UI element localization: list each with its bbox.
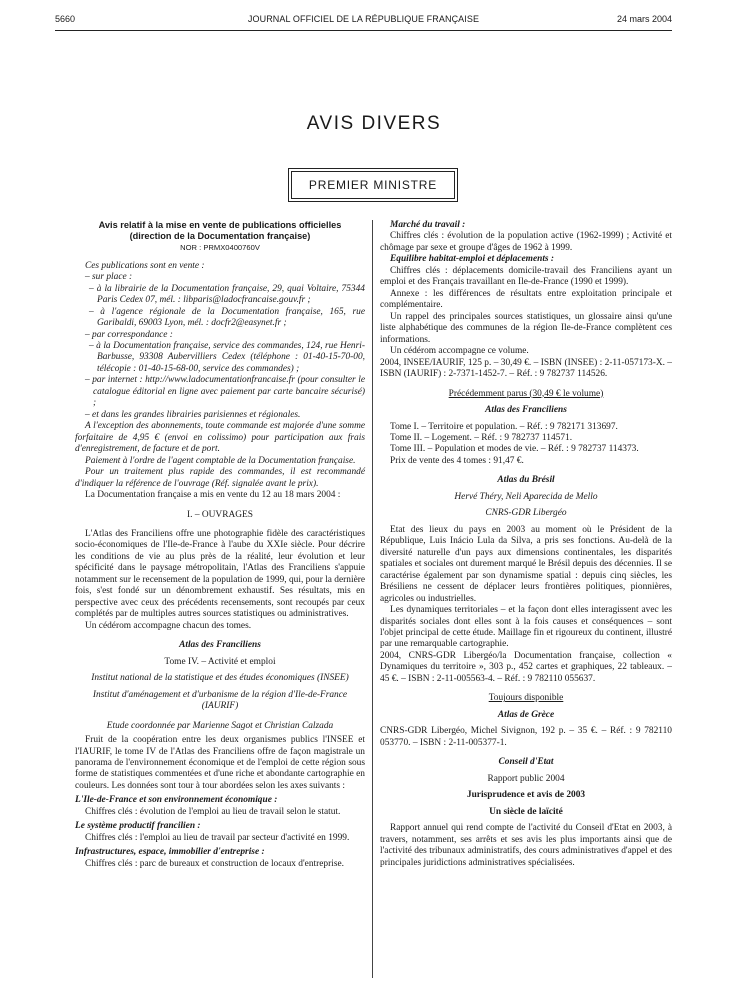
on-site-item-paris: – à la librairie de la Documentation française, 29, quai Voltaire, 75344 Paris Cedex 07, mél. : libparis@ladocfrancaise.gouv.fr ; [89, 283, 365, 306]
atlas-title: Atlas des Franciliens [179, 640, 261, 651]
payment-note: Paiement à l'ordre de l'agent comptable de la Documentation française. [85, 455, 356, 466]
study-coordinators: Etude coordonnée par Marienne Sagot et Christian Calzada [106, 720, 334, 731]
brazil-atlas-title: Atlas du Brésil [497, 475, 555, 486]
tome-i: Tome I. – Territoire et population. – Réf. : 9 782171 313697. [390, 421, 618, 432]
tome-ii: Tome II. – Logement. – Réf. : 9 782737 114571. [390, 432, 573, 443]
brazil-reference: 2004, CNRS-GDR Libergéo/la Documentation française, collection « Dynamiques du territoire », 303 p., 452 cartes et graphiques, 22 tableaux. – 45 €. – ISBN : 2-11-005563-4. – Réf. : 9 782110 055637. [380, 650, 672, 684]
greece-atlas-title: Atlas de Grèce [497, 709, 555, 720]
on-site-item-lyon: – à l'agence régionale de la Documentation française, 165, rue Garibaldi, 69003 Lyon, mél. : docfr2@easynet.fr ; [89, 306, 365, 329]
issue-date: 24 mars 2004 [616, 14, 672, 24]
laicite-heading: Un siècle de laïcité [489, 806, 563, 817]
annex-note: Annexe : les différences de résultats entre exploitation principale et complémentaire. [380, 288, 672, 311]
brazil-description-1: Etat des lieux du pays en 2003 au moment où le Président de la République, Luis Inácio Lula da Silva, a pris ses fonctions. Au-delà de la diversité naturelle d'un pays aux dimensions continentales, les disparités spatiales et sociales ont durement marqué le Brésil depuis des décennies. Il se caractérise également par son dynamisme spatial : depuis cinq siècles, les Brésiliens ne cessent de déplacer leurs frontières politiques, pionnières, agricoles ou industrielles. [380, 524, 672, 604]
left-column [75, 220, 365, 870]
ministry-box: PREMIER MINISTRE [291, 171, 455, 199]
header-rule [55, 30, 672, 31]
journal-title: JOURNAL OFFICIEL DE LA RÉPUBLIQUE FRANÇAISE [247, 14, 480, 24]
housing-balance-title: Equilibre habitat-emploi et déplacements : [390, 254, 555, 265]
brazil-publisher: CNRS-GDR Libergéo [485, 508, 567, 519]
publisher-insee: Institut national de la statistique et des études économiques (INSEE) [91, 673, 349, 684]
page-number: 5660 [55, 14, 76, 24]
release-dates: La Documentation française a mis en vente du 12 au 18 mars 2004 : [85, 490, 341, 501]
labour-market-title: Marché du travail : [390, 220, 466, 230]
jurisprudence-heading: Jurisprudence et avis de 2003 [466, 790, 586, 801]
on-site-label: – sur place : [85, 272, 133, 283]
atlas-reference: 2004, INSEE/IAURIF, 125 p. – 30,49 €. – ISBN (INSEE) : 2-11-057173-X. – ISBN (IAURIF) : 2-7371-1452-7. – Réf. : 9 782737 114526. [380, 357, 672, 380]
exception-note: A l'exception des abonnements, toute commande est majorée d'une somme forfaitaire de 4,95 € (envoi en colissimo) pour participation aux frais d'enregistrement, de facture et de port. [75, 421, 365, 455]
internet-item: – par internet : http://www.ladocumentationfrancaise.fr (pour consulter le catalogue éditorial en ligne avec paiement par carte bancaire sécurisé) ; [85, 375, 365, 409]
brazil-authors: Hervé Théry, Neli Aparecida de Mello [454, 491, 598, 502]
four-tomes-price: Prix de vente des 4 tomes : 91,47 €. [390, 455, 524, 466]
bookstores-item: – et dans les grandes librairies parisiennes et régionales. [85, 409, 301, 420]
publisher-iaurif: Institut d'aménagement et d'urbanisme de la région d'Ile-de-France (IAURIF) [92, 689, 348, 712]
tome-iii: Tome III. – Population et modes de vie. – Réf. : 9 782737 114373. [390, 444, 639, 455]
notice-heading: Avis relatif à la mise en vente de publications officielles [98, 220, 342, 230]
public-report: Rapport public 2004 [487, 773, 565, 784]
axis-1-title: L'Ile-de-France et son environnement économique : [75, 795, 278, 806]
axis-2-title: Le système productif francilien : [75, 821, 201, 832]
mail-order-item: – à la Documentation française, service des commandes, 124, rue Henri-Barbusse, 93308 Aubervilliers Cedex (téléphone : 01-40-15-70-00, télécopie : 01-40-15-68-00, service des commandes) ; [89, 340, 365, 374]
axis-3-title: Infrastructures, espace, immobilier d'entreprise : [75, 847, 265, 858]
sources-reminder: Un rappel des principales sources statistiques, un glossaire ainsi qu'une liste alphabétique des communes de la région Ile-de-France complètent ces informations. [380, 311, 672, 345]
report-description: Rapport annuel qui rend compte de l'activité du Conseil d'Etat en 2003, à travers, notamment, ses arrêts et ses avis les plus importants ainsi que de l'activité des tribunaux administratifs, des cours administratives d'appel et des principales juridictions administratives spécialisées. [380, 823, 672, 868]
axis-1-text: Chiffres clés : évolution de l'emploi au lieu de travail selon le statut. [85, 806, 341, 817]
part-heading-ouvrages: I. – OUVRAGES [187, 509, 253, 520]
mail-order-label: – par correspondance : [85, 329, 173, 340]
brazil-description-2: Les dynamiques territoriales – et la façon dont elles interagissent avec les disparités sociales dont elles sont à la fois causes et conséquences – sont l'objet principal de cette étude. Maillage fin et rigoureux du continent, illustré par une remarquable cartographie. [380, 605, 672, 650]
axis-3-text: Chiffres clés : parc de bureaux et construction de locaux d'entreprise. [85, 858, 344, 869]
housing-balance-text: Chiffres clés : déplacements domicile-travail des Franciliens ayant un emploi et des Français travaillant en Ile-de-France (1990 et 1999). [380, 265, 672, 288]
cederom-note-right: Un cédérom accompagne ce volume. [390, 346, 529, 357]
atlas-description: L'Atlas des Franciliens offre une photographie fidèle des caractéristiques socio-économiques de l'Ile-de-France à l'aube du XXIe siècle. Pour décrire les conditions de vie au plus près de la réalité, leur évolution et leur spécificité dans le paysage métropolitain, l'Atlas des Franciliens s'appuie notamment sur le recensement de la population de 1999, qui, pour la dernière fois, s'est fondé sur un dénombrement exhaustif. Ses résultats, mis en perspective avec ceux des précédents recensements, sont recoupés par ceux complétés par de multiples autres sources statistiques ou administratives. [75, 529, 366, 620]
processing-note: Pour un traitement plus rapide des commandes, il est recommandé d'indiquer la référence de l'ouvrage (Réf. signalée avant le prix). [75, 467, 365, 489]
axis-2-text: Chiffres clés : l'emploi au lieu de travail par secteur d'activité en 1999. [85, 832, 350, 843]
labour-market-text: Chiffres clés : évolution de la population active (1962-1999) ; Activité et chômage par sexe et groupe d'âges de 1962 à 1999. [380, 231, 672, 253]
notice-subheading: (direction de la Documentation française) [129, 231, 311, 242]
sales-intro: Ces publications sont en vente : [85, 260, 205, 271]
right-column [380, 220, 672, 869]
atlas-title-right: Atlas des Franciliens [485, 405, 567, 416]
cederom-note: Un cédérom accompagne chacun des tomes. [85, 620, 252, 631]
still-available: Toujours disponible [488, 693, 564, 704]
column-divider [372, 220, 373, 978]
section-title: AVIS DIVERS [306, 113, 442, 134]
atlas-tome-iv-summary: Fruit de la coopération entre les deux organismes publics l'INSEE et l'IAURIF, le tome IV de l'Atlas des Franciliens offre de façon magistrale un panorama de l'environnement économique et de l'emploi de cette région sous forme de statistiques commentées et d'une riche et abondante cartographie en couleurs. Les données sont tour à tour abordées selon les axes suivants : [75, 735, 365, 791]
nor-reference: NOR : PRMX0400760V [180, 243, 260, 253]
tome-iv-title: Tome IV. – Activité et emploi [164, 656, 276, 667]
page-header [55, 14, 672, 30]
greece-reference: CNRS-GDR Libergéo, Michel Sivignon, 192 p. – 35 €. – Réf. : 9 782110 053770. – ISBN : 2-11-005377-1. [380, 726, 672, 748]
previously-published: Précédemment parus (30,49 € le volume) [448, 388, 604, 399]
council-of-state: Conseil d'Etat [498, 757, 554, 768]
